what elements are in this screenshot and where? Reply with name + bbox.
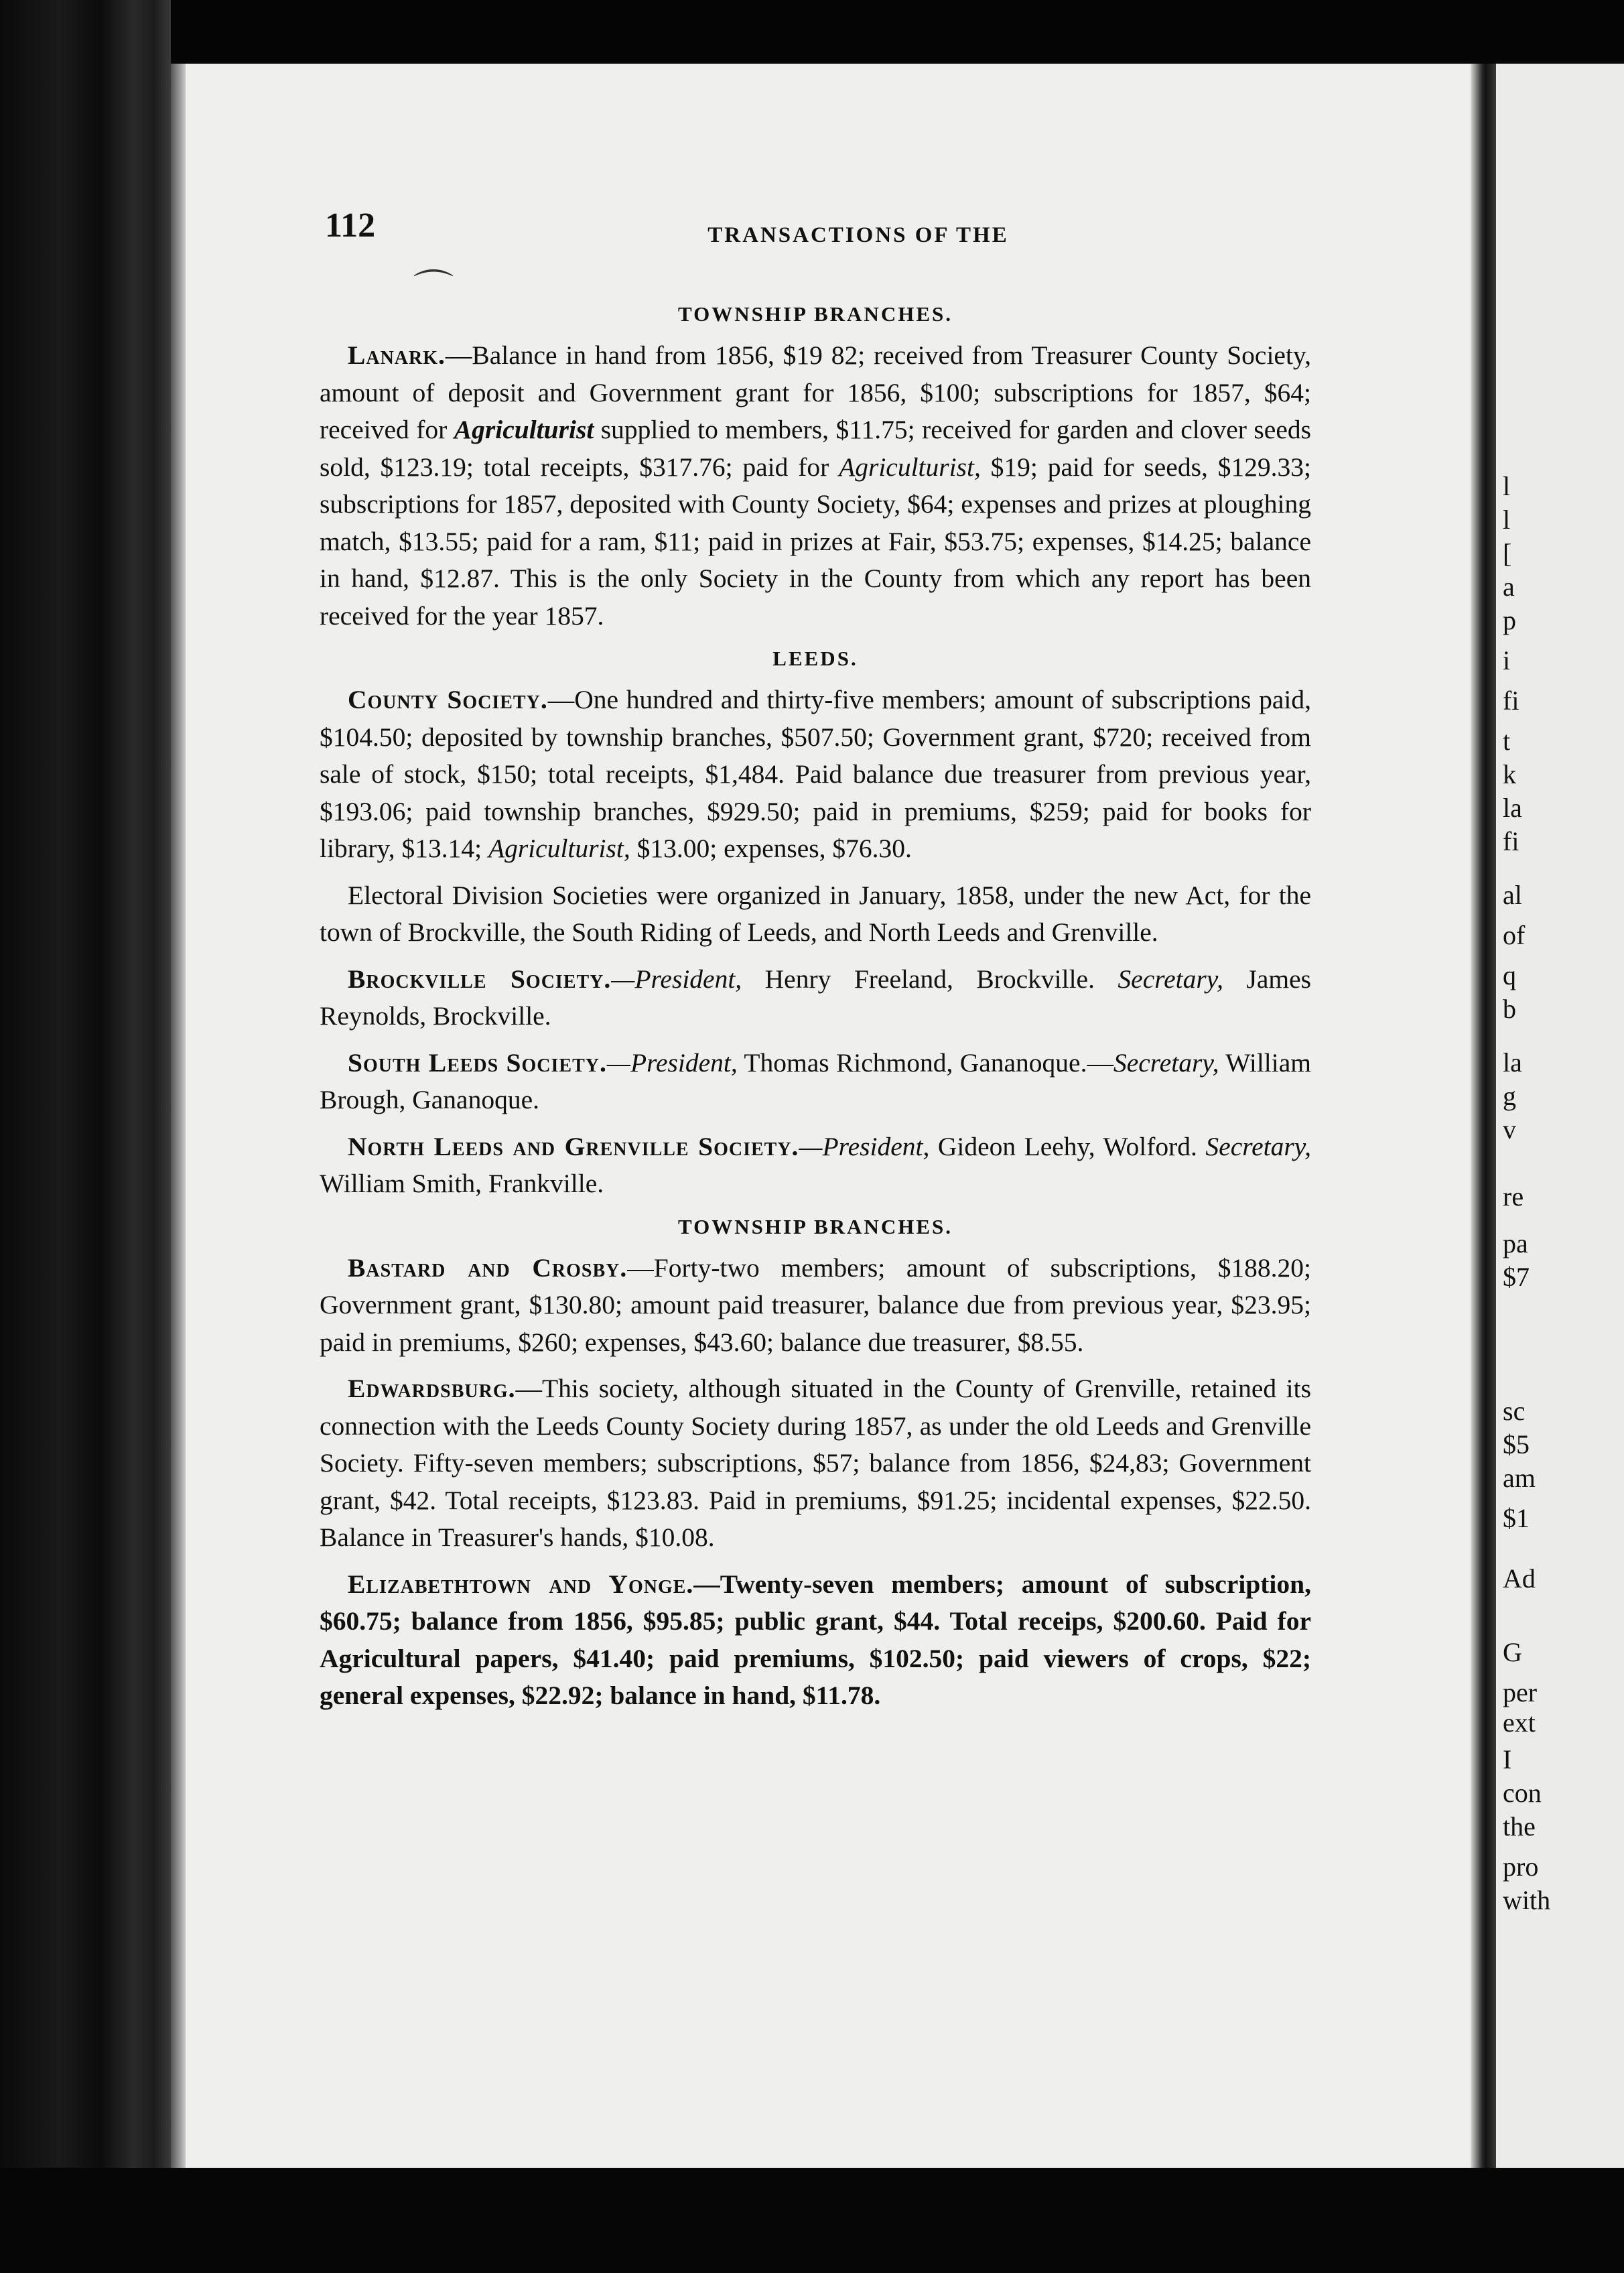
entry-label: Brockville Society. [348,964,612,994]
entry-text: $19; paid for seeds, $129.33; subscriptions for 1857, deposited with County Society, $64; expenses and prizes at ploughing match, $13.55; paid for a ram, $11; paid in prizes at Fair, $53.75; expenses, $14.25; balance in hand, $12.87. This is the only Society in the County from which any report has been received for the year 1857. [320,452,1311,631]
entry-text: William Brough, Gananoque. [320,1047,1311,1114]
scan-bottom-border [0,2168,1624,2273]
next-page-fragment-text: k [1503,759,1516,789]
entry-italic: —President, [606,1047,738,1078]
entry-text: $13.00; expenses, $76.30. [630,834,912,863]
next-page-fragment-text: l [1503,471,1511,501]
entry-text: William Smith, Frankville. [320,1169,604,1198]
entry-label: Elizabethtown and Yonge. [348,1569,694,1599]
next-page-fragment-text: pa [1503,1228,1528,1258]
next-page-fragment-text: a [1503,572,1515,602]
next-page-fragment-text: $7 [1503,1262,1530,1292]
next-page-fragment-text: I [1503,1744,1512,1774]
paragraph-electoral-division: Electoral Division Societies were organized in January, 1858, under the new Act, for the town of Brockville, the South Riding of Leeds, and North Leeds and Grenville. [320,880,1311,947]
paragraph-edwardsburg [320,1370,1311,1557]
next-page-fragment-text: la [1503,1047,1522,1078]
entry-text: Thomas Richmond, Gananoque.— [737,1047,1113,1078]
paragraph-bastard-crosby [320,1250,1311,1362]
entry-text: —Forty-two members; amount of subscriptions, $188.20; Government grant, $130.80; amount paid treasurer, balance due from previous year, $23.95; paid in premiums, $260; expenses, $43.60; balance due treasurer, $8.55. [320,1252,1311,1357]
next-page-fragment-text: [ [1503,538,1512,568]
page-edge-shadow [171,64,186,2168]
next-page-fragment-text: al [1503,880,1522,910]
section-heading-township-branches: TOWNSHIP BRANCHES. [677,1214,953,1238]
next-page-fragment-text: la [1503,793,1522,823]
entry-label: Lanark. [348,340,446,370]
pencil-mark: ⌒ [413,267,454,314]
next-page-fragment-text: v [1503,1114,1516,1145]
entry-italic: —President, [611,964,742,994]
section-heading-township-branches: TOWNSHIP BRANCHES. [677,302,953,326]
book-page [186,64,1471,2168]
next-page-fragment-text: G [1503,1637,1522,1667]
paragraph-county-society [320,681,1311,868]
entry-text: —One hundred and thirty-five members; amount of subscriptions paid, $104.50; deposited by township branches, $507.50; Government grant, $720; received from sale of stock, $150; total receipts, $1,484. Paid balance due treasurer from previous year, $193.06; paid township branches, $929.50; paid in premiums, $259; paid for books for library, $13.14; [320,685,1311,863]
next-page-fragment-text: ext [1503,1707,1536,1738]
next-page-fragment-text: con [1503,1778,1542,1808]
entry-italic: Agriculturist, [488,834,630,863]
paragraph-north-leeds-grenville-society [320,1128,1311,1203]
entry-label: North Leeds and Grenville Society. [348,1131,799,1161]
entry-text: Gideon Leehy, Wolford. [929,1131,1206,1161]
entry-text: —This society, although situated in the County of Grenville, retained its connection with the Leeds County Society during 1857, as under the old Leeds and Grenville Society. Fifty-seven members; subscriptions, $57; balance from 1856, $24,83; Government grant, $42. Total receipts, $123.83. Paid in premiums, $91.25; incidental expenses, $22.50. Balance in Treasurer's hands, $10.08. [320,1374,1311,1552]
scan-top-border [0,0,1624,64]
running-head: TRANSACTIONS OF THE [707,223,1009,247]
entry-label: Edwardsburg. [348,1374,516,1403]
entry-italic: Secretary, [1118,964,1223,994]
entry-text: Henry Freeland, Brockville. [742,964,1118,994]
next-page-fragment-text: the [1503,1811,1536,1841]
entry-text: —Balance in hand from 1856, $19 82; received from Treasurer County Society, amount of deposit and Government grant for 1856, $100; subscriptions for 1857, $64; received for [320,340,1311,444]
paragraph-elizabethtown-yonge [320,1566,1311,1715]
entry-label: Bastard and Crosby. [348,1252,628,1283]
next-page-fragment-text: of [1503,920,1526,950]
next-page-fragment-text: g [1503,1081,1516,1111]
next-page-fragment-text: p [1503,605,1516,635]
next-page-fragment-text: t [1503,726,1511,756]
entry-italic: Secretary, [1205,1131,1311,1161]
entry-text: —Twenty-seven members; amount of subscription, $60.75; balance from 1856, $95.85; public grant, $44. Total receips, $200.60. Paid for Agricultural papers, $41.40; paid premiums, $102.50; paid viewers of crops, $22; general expenses, $22.92; balance in hand, $11.78. [320,1569,1311,1710]
page-gutter [1471,64,1496,2168]
entry-text: supplied to members, $11.75; received for garden and clover seeds sold, $123.19; total receipts, $317.76; paid for [320,415,1311,482]
section-heading-leeds: LEEDS. [772,647,858,670]
next-page-fragment-text: with [1503,1885,1551,1915]
adjacent-page-fragment [1496,64,1624,2168]
next-page-fragment-text: Ad [1503,1563,1536,1594]
next-page-fragment-text: am [1503,1463,1536,1493]
entry-italic: Agriculturist, [839,452,981,482]
entry-text: James Reynolds, Brockville. [320,964,1311,1031]
next-page-fragment-text: pro [1503,1852,1539,1882]
next-page-fragment-text: l [1503,505,1511,535]
text-block [320,290,1311,1724]
next-page-fragment-text: i [1503,645,1511,675]
book-spine-edge [0,0,171,2273]
next-page-fragment-text: sc [1503,1396,1526,1426]
next-page-fragment-text: fi [1503,826,1519,856]
entry-italic: Secretary, [1113,1047,1219,1078]
entry-italic: Agriculturist [454,415,594,444]
next-page-fragment-text: per [1503,1677,1538,1707]
next-page-fragment-text: re [1503,1181,1524,1212]
next-page-fragment-text: $5 [1503,1429,1530,1459]
next-page-fragment-text: b [1503,994,1516,1024]
next-page-fragment-text: q [1503,960,1516,990]
next-page-fragment-text: $1 [1503,1503,1530,1533]
page-number: 112 [325,206,376,245]
paragraph-south-leeds-society [320,1045,1311,1119]
entry-label: County Society. [348,685,548,714]
entry-italic: —President, [799,1131,930,1161]
entry-label: South Leeds Society. [348,1047,607,1078]
next-page-fragment-text: fi [1503,686,1519,716]
paragraph-lanark [320,337,1311,635]
paragraph-brockville-society [320,961,1311,1035]
